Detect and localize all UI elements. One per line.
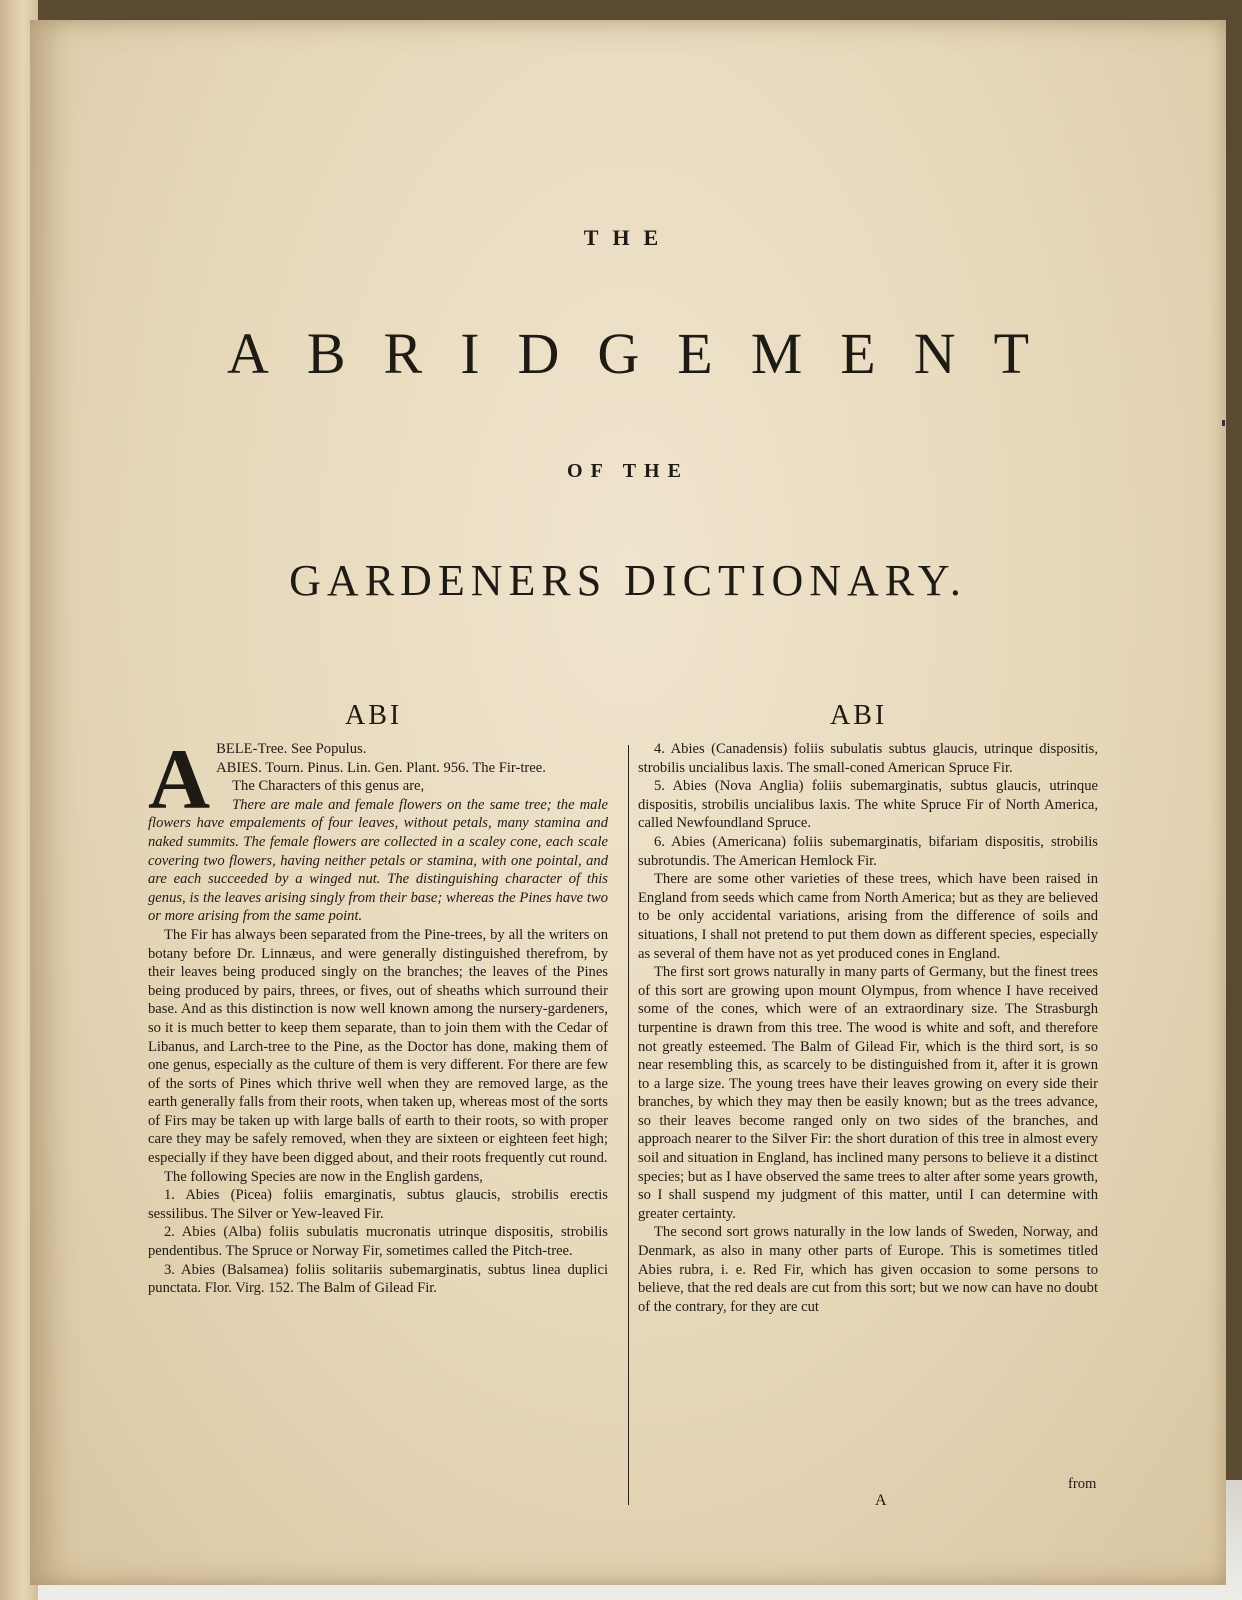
entry-abele: BELE-Tree. See Populus.: [216, 741, 367, 757]
ink-speck: [1222, 420, 1225, 426]
species-4: 4. Abies (Canadensis) foliis subulatis subtus glaucis, utrinque dispositis, strobilis uncialibus laxis. The small-coned American Spruce Fir.: [638, 741, 1098, 776]
species-intro: The following Species are now in the English gardens,: [164, 1168, 483, 1185]
signature-mark: A: [875, 1492, 887, 1509]
characters-intro: The Characters of this genus are,: [232, 778, 425, 795]
species-3: 3. Abies (Balsamea) foliis solitariis subemarginatis, subtus linea duplici punctata. Flor. Virg. 152. The Balm of Gilead Fir.: [148, 1261, 608, 1297]
drop-cap: A: [148, 731, 211, 827]
species-6: 6. Abies (Americana) foliis subemarginatis, bifariam dispositis, strobilis subrotundis. The American Hemlock Fir.: [638, 833, 1098, 869]
species-1: 1. Abies (Picea) foliis emarginatis, subtus glaucis, strobilis erectis sessilibus. The Silver or Yew-leaved Fir.: [148, 1187, 608, 1222]
title-gardeners-dictionary: GARDENERS DICTIONARY.: [289, 556, 967, 605]
paragraph-varieties: There are some other varieties of these trees, which have been raised in England from seeds which came from North America; but as they are believed to be only accidental variations, arising from the difference of soils and situations, I shall not pretend to put them down as different species, especially as several of them have not as yet produced cones in England.: [638, 871, 1098, 962]
running-head-right: ABI: [830, 700, 888, 731]
paragraph-second-sort: The second sort grows naturally in the low lands of Sweden, Norway, and Denmark, as also in many other parts of Europe. This is sometimes titled Abies rubra, i. e. Red Fir, which has given occasion to some persons to believe, that the red deals are cut from this sort; but we now can have no doubt of the contrary, for they are cut: [638, 1224, 1098, 1315]
right-column: [638, 740, 1098, 1316]
entry-abies: ABIES. Tourn. Pinus. Lin. Gen. Plant. 956. The Fir-tree.: [216, 759, 546, 776]
species-5: 5. Abies (Nova Anglia) foliis subemarginatis, subtus glaucis, utrinque dispositis, strobilis uncialibus laxis. The white Spruce Fir of North America, called Newfoundland Spruce.: [638, 778, 1098, 832]
book-page: [30, 20, 1226, 1585]
title-the: THE: [583, 225, 673, 250]
title-of-the: OF THE: [567, 460, 689, 482]
species-2: 2. Abies (Alba) foliis subulatis mucronatis utrinque dispositis, strobilis pendentibus. The Spruce or Norway Fir, sometimes called the Pitch-tree.: [148, 1224, 608, 1260]
characters-text: There are male and female flowers on the same tree; the male flowers have empalements of four leaves, without petals, many stamina and naked summits. The female flowers are collected in a scaley cone, each scale covering two flowers, having neither petals or stamina, with one pointal, and are each succeeded by a winged nut. The distinguishing character of this genus, is the leaves arising singly from their base; whereas the Pines have two or more arising from the same point.: [148, 796, 608, 925]
column-rule: [628, 745, 629, 1505]
left-column: [148, 731, 608, 1298]
paragraph-first-sort: The first sort grows naturally in many parts of Germany, but the finest trees of this sort are growing upon mount Olympus, from whence I have received some of the cones, which were of an extraordinary size. The Strasburgh turpentine is drawn from this tree. The wood is white and soft, and therefore not greatly esteemed. The Balm of Gilead Fir, which is the third sort, is so near resembling this, as scarcely to be distinguished from it, after it is grown to a large size. The young trees have their leaves growing on every side their branches, by which they may then be easily known; but as the trees advance, so their leaves become ranged only on two sides of the branches, and approach nearer to the Silver Fir: the short duration of this tree in almost every soil and situation in England, has inclined many persons to believe it a distinct species; but as I have observed the same trees to alter after some years growth, so I shall suspend my judgment of this matter, until I can determine with greater certainty.: [638, 964, 1098, 1222]
paragraph-fir: The Fir has always been separated from the Pine-trees, by all the writers on botany before Dr. Linnæus, and were generally distinguished therefrom, by their leaves being produced singly on the branches; the leaves of the Pines being produced by pairs, threes, or fives, out of sheaths which surround their base. And as this distinction is now well known among the nursery-gardeners, so it is much better to keep them separate, than to join them with the Cedar of Libanus, and Larch-tree to the Pine, as the Doctor has done, making them of one genus, especially as the culture of them is very different. For there are few of the sorts of Pines which thrive well when they are removed large, as the earth generally falls from their roots, when taken up, whereas most of the sorts of Firs may be taken up with large balls of earth to their roots, so with proper care they may be safely removed, when they are sixteen or eighteen feet high; especially if they have been digged about, and their roots frequently cut round.: [148, 926, 608, 1167]
catchword: from: [1068, 1476, 1097, 1492]
running-head-left: ABI: [345, 700, 403, 731]
title-abridgement: ABRIDGEMENT: [226, 321, 1068, 386]
